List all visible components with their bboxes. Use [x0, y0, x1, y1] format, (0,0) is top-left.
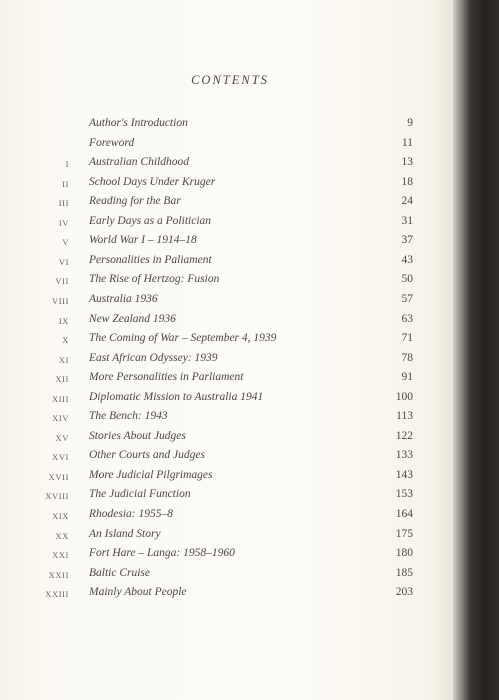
chapter-title: East African Odyssey: 1939 — [89, 351, 218, 364]
toc-entry — [0, 252, 440, 272]
page-number: 122 — [395, 429, 413, 442]
chapter-numeral: XXII — [48, 569, 69, 580]
page-number: 18 — [401, 175, 413, 188]
toc-entry — [0, 193, 440, 213]
toc-entry — [0, 311, 440, 331]
toc-entry — [0, 389, 440, 409]
chapter-title: The Coming of War – September 4, 1939 — [89, 332, 277, 345]
page-number: 57 — [401, 292, 413, 305]
chapter-title: An Island Story — [89, 527, 161, 540]
chapter-numeral: XV — [55, 432, 69, 443]
toc-entry — [0, 115, 440, 135]
toc-entry — [0, 545, 440, 565]
page-number: 24 — [401, 195, 413, 208]
page-number: 11 — [401, 136, 413, 149]
toc-entry — [0, 350, 440, 370]
chapter-numeral: V — [62, 237, 69, 248]
chapter-numeral: VI — [58, 256, 69, 267]
chapter-title: Baltic Cruise — [89, 566, 151, 579]
page-number: 78 — [401, 351, 413, 364]
page-number: 71 — [401, 332, 413, 345]
chapter-numeral: XXI — [52, 550, 69, 561]
chapter-title: Rhodesia: 1955–8 — [89, 508, 174, 520]
chapter-title: New Zealand 1936 — [89, 312, 176, 325]
page-number: 31 — [401, 214, 413, 227]
toc-entry — [0, 154, 440, 174]
chapter-numeral: VIII — [51, 295, 69, 306]
page-number: 133 — [395, 449, 413, 462]
page-number: 164 — [395, 508, 413, 520]
page-number: 43 — [401, 253, 413, 266]
page-number: 113 — [396, 410, 413, 423]
chapter-numeral: XIV — [52, 413, 69, 424]
page-number: 9 — [407, 117, 413, 129]
page-number: 37 — [401, 234, 413, 247]
toc-entry — [0, 369, 440, 389]
toc-entry — [0, 486, 440, 506]
chapter-numeral: XIII — [51, 393, 69, 404]
chapter-numeral: XX — [55, 530, 69, 541]
toc-entry — [0, 467, 440, 487]
toc-entry — [0, 408, 440, 428]
chapter-numeral: IX — [58, 315, 69, 326]
toc-entry — [0, 174, 440, 194]
page-number: 91 — [401, 371, 413, 384]
chapter-numeral: XII — [55, 374, 69, 385]
page-number: 175 — [395, 527, 413, 540]
toc-entry — [0, 565, 440, 585]
chapter-title: Reading for the Bar — [89, 195, 181, 208]
chapter-numeral: XIX — [52, 511, 69, 521]
chapter-numeral: VII — [55, 276, 69, 287]
chapter-numeral: III — [58, 198, 69, 209]
page-number: 100 — [395, 390, 413, 403]
chapter-numeral: X — [62, 335, 69, 346]
toc-entry — [0, 584, 440, 604]
toc-entry — [0, 447, 440, 467]
chapter-numeral: XVI — [52, 452, 69, 463]
page-number: 13 — [401, 156, 413, 169]
page-number: 180 — [395, 547, 413, 560]
book-spine-shadow — [453, 0, 499, 700]
toc-entry — [0, 330, 440, 350]
toc-entry — [0, 526, 440, 546]
chapter-title: Fort Hare – Langa: 1958–1960 — [89, 547, 235, 560]
chapter-numeral: IV — [58, 217, 69, 228]
chapter-title: Early Days as a Politician — [89, 214, 212, 227]
chapter-title: Australia 1936 — [89, 292, 158, 305]
page-number: 203 — [395, 586, 413, 599]
chapter-title: Diplomatic Mission to Australia 1941 — [89, 390, 264, 403]
chapter-numeral: XVII — [48, 471, 69, 482]
chapter-title: Personalities in Paliament — [89, 253, 212, 266]
page-number: 185 — [395, 566, 413, 579]
page-number: 63 — [401, 312, 413, 325]
chapter-title: Foreword — [89, 136, 135, 149]
chapter-title: Australian Childhood — [89, 156, 189, 169]
chapter-title: More Personalities in Parliament — [89, 371, 244, 384]
chapter-title: Author's Introduction — [89, 117, 188, 129]
chapter-title: Stories About Judges — [89, 429, 186, 442]
toc-entry — [0, 213, 440, 233]
toc-entry — [0, 506, 440, 526]
contents-heading: CONTENTS — [191, 73, 269, 87]
toc-entry — [0, 428, 440, 448]
toc-entry — [0, 232, 440, 252]
chapter-numeral: XI — [58, 354, 69, 365]
chapter-title: The Rise of Hertzog: Fusion — [89, 273, 220, 286]
toc-entry — [0, 271, 440, 291]
chapter-title: World War I – 1914–18 — [89, 234, 197, 247]
page-number: 143 — [395, 468, 413, 481]
toc-entry — [0, 135, 440, 155]
chapter-numeral: XVIII — [45, 491, 69, 502]
chapter-title: Other Courts and Judges — [89, 449, 205, 462]
toc-entry — [0, 291, 440, 311]
chapter-title: More Judicial Pilgrimages — [89, 468, 213, 481]
page-number: 153 — [395, 488, 413, 501]
chapter-title: The Judicial Function — [89, 488, 191, 501]
chapter-title: The Bench: 1943 — [89, 410, 168, 423]
chapter-numeral: XXIII — [45, 589, 69, 600]
chapter-title: School Days Under Kruger — [89, 175, 216, 188]
chapter-title: Mainly About People — [89, 586, 187, 599]
chapter-numeral: II — [62, 178, 69, 189]
chapter-numeral: I — [65, 159, 69, 170]
page-number: 50 — [401, 273, 413, 286]
